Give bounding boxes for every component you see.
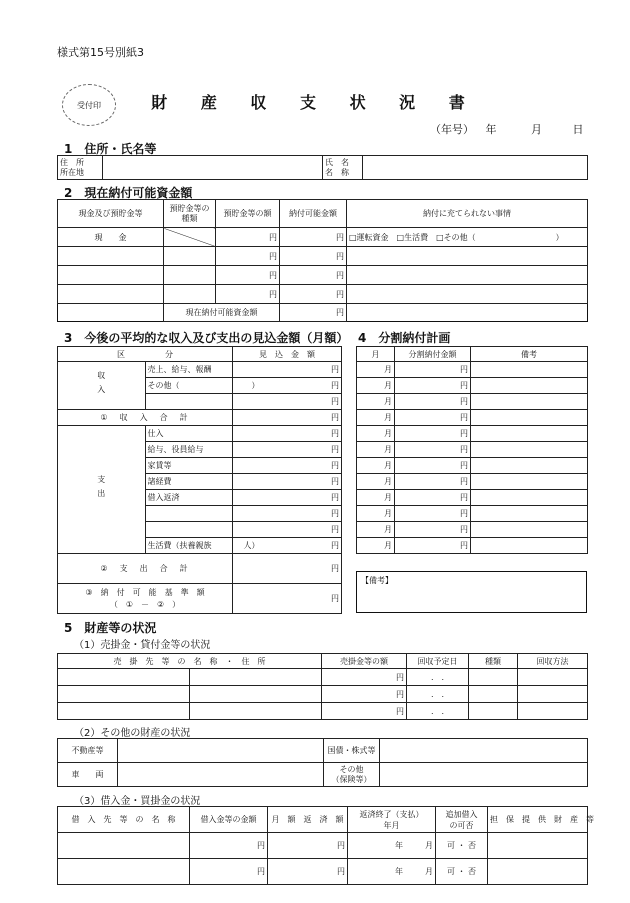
loan-cell[interactable] [58,859,190,885]
yen-unit[interactable]: 円 [190,859,268,885]
receivable-cell[interactable] [518,669,588,686]
month-label: 月 [531,123,542,136]
expense-total-label: ② 支 出 合 計 [58,554,233,584]
year-month[interactable]: 年 月 [348,859,436,885]
receivable-cell[interactable] [518,686,588,703]
plan-amount-cell[interactable]: 円 [395,394,471,410]
receivables-table [57,653,588,720]
income-total-label: ① 収 入 合 計 [58,410,233,426]
subsection-1-heading: （1）売掛金・貸付金等の状況 [74,640,211,651]
yen-unit[interactable]: 円 [233,442,342,458]
date-line [430,121,584,137]
plan-month-cell[interactable]: 月 [357,474,395,490]
cash-kind-diagonal [164,228,216,247]
plan-remarks-cell[interactable] [471,410,588,426]
plan-month-cell[interactable]: 月 [357,458,395,474]
section-4-heading: 4 分割納付計画 [358,331,451,345]
subsection-3-heading: （3）借入金・買掛金の状況 [74,796,201,807]
date-dots[interactable]: . . [407,669,469,686]
plan-remarks-cell[interactable] [471,426,588,442]
receivable-cell[interactable] [469,703,518,720]
plan-remarks-cell[interactable] [471,378,588,394]
receivable-header-name: 売 掛 先 等 の 名 称 ・ 住 所 [58,654,322,669]
receivable-cell[interactable] [58,686,190,703]
expense-item: 諸経費 [145,474,233,490]
yen-unit[interactable]: 円 [233,410,342,426]
plan-amount-cell[interactable]: 円 [395,490,471,506]
reason-checkboxes[interactable]: □運転資金 □生活費 □その他（ ） [347,228,588,247]
plan-month-cell[interactable]: 月 [357,394,395,410]
funds-cell[interactable] [58,247,164,266]
address-label: 住 所 所在地 [58,156,103,180]
section-1-heading: 1 住所・氏名等 [64,142,157,156]
subsection-2-heading: （2）その他の財産の状況 [74,728,191,739]
plan-header-month: 月 [357,347,395,362]
receivable-header-amount: 売掛金等の額 [322,654,407,669]
plan-month-cell[interactable]: 月 [357,506,395,522]
plan-header-amount: 分割納付金額 [395,347,471,362]
other-assets-table [57,738,588,787]
kahi-choice[interactable]: 可 ・ 否 [436,859,488,885]
yen-unit[interactable]: 円 [322,686,407,703]
receivable-cell[interactable] [469,686,518,703]
real-estate-label: 不動産等 [58,739,118,763]
receivable-cell[interactable] [58,703,190,720]
loan-header-end: 返済終了（支払） 年月 [348,807,436,833]
funds-cell[interactable] [347,285,588,304]
plan-amount-cell[interactable]: 円 [395,426,471,442]
expense-item[interactable] [145,506,233,522]
reception-stamp: 受付印 [62,84,116,126]
plan-amount-cell[interactable]: 円 [395,362,471,378]
address-table [57,155,588,180]
section-5-heading: 5 財産等の状況 [64,621,157,635]
era-label: （年号） [430,123,474,136]
yen-unit[interactable]: 円 [233,426,342,442]
plan-remarks-cell[interactable] [471,394,588,410]
yen-unit[interactable]: 円 [233,522,342,538]
receivable-cell[interactable] [58,669,190,686]
expense-item: 給与、役員給与 [145,442,233,458]
securities-label: 国債・株式等 [324,739,380,763]
loans-table [57,806,594,885]
plan-amount-cell[interactable]: 円 [395,442,471,458]
plan-header-remarks: 備考 [471,347,588,362]
real-estate-field[interactable] [118,739,324,763]
receivable-header-kind: 種類 [469,654,518,669]
income-item[interactable] [145,394,233,410]
year-month[interactable]: 年 月 [348,833,436,859]
plan-remarks-cell[interactable] [471,362,588,378]
remarks-box[interactable] [356,571,587,613]
income-item: 売上、給与、報酬 [145,362,233,378]
expense-label: 支出 [58,426,146,554]
yen-unit[interactable]: 円 [280,266,347,285]
name-field[interactable] [363,156,588,180]
year-label: 年 [485,123,497,136]
plan-month-cell[interactable]: 月 [357,522,395,538]
yen-unit[interactable]: 円 [233,458,342,474]
plan-remarks-cell[interactable] [471,538,588,554]
yen-unit[interactable]: 円 [233,394,342,410]
name-label: 氏 名 名 称 [323,156,363,180]
expense-item: 家賃等 [145,458,233,474]
yen-unit[interactable]: 円 [216,285,280,304]
funds-cell[interactable] [58,285,164,304]
yen-unit[interactable]: 円 [233,554,342,584]
yen-unit[interactable]: 円 [233,490,342,506]
yen-unit[interactable]: 円 [233,474,342,490]
receivable-header-method: 回収方法 [518,654,588,669]
funds-cell[interactable] [58,266,164,285]
loan-header-monthly: 月 額 返 済 額 [268,807,348,833]
securities-field[interactable] [380,739,588,763]
kahi-choice[interactable]: 可 ・ 否 [436,833,488,859]
plan-amount-cell[interactable]: 円 [395,458,471,474]
loan-cell[interactable] [58,833,190,859]
plan-amount-cell[interactable]: 円 [395,410,471,426]
funds-cell[interactable] [347,247,588,266]
plan-remarks-cell[interactable] [471,506,588,522]
funds-header-kind: 預貯金等の種類 [164,200,216,228]
funds-header-type: 現金及び預貯金等 [58,200,164,228]
yen-unit[interactable]: 円 [190,833,268,859]
plan-month-cell[interactable]: 月 [357,378,395,394]
plan-amount-cell[interactable]: 円 [395,538,471,554]
receivable-cell[interactable] [190,669,322,686]
receivable-cell[interactable] [190,686,322,703]
funds-cell[interactable] [164,247,216,266]
yen-unit[interactable]: 円 [233,362,342,378]
income-expense-table [57,346,342,614]
yen-unit[interactable]: 円 [280,247,347,266]
section-3-heading: 3 今後の平均的な収入及び支出の見込金額（月額） [64,331,349,345]
vehicle-label: 車 両 [58,763,118,787]
funds-header-amount: 預貯金等の額 [216,200,280,228]
cash-label: 現 金 [58,228,164,247]
expense-item[interactable] [145,522,233,538]
kubun-header: 区 分 [58,347,233,362]
document-title: 財 産 収 支 状 況 書 [151,93,479,112]
yen-unit[interactable]: 円 [216,228,280,247]
form-number: 様式第15号別紙3 [57,46,144,59]
plan-remarks-cell[interactable] [471,458,588,474]
yen-unit[interactable]: 円 [280,304,347,322]
plan-remarks-cell[interactable] [471,442,588,458]
plan-amount-cell[interactable]: 円 [395,506,471,522]
yen-unit[interactable]: 円 [322,703,407,720]
expense-item: 仕入 [145,426,233,442]
yen-unit[interactable]: 円 [233,378,342,394]
plan-month-cell[interactable]: 月 [357,490,395,506]
section-2-heading: 2 現在納付可能資金額 [64,186,193,200]
date-dots[interactable]: . . [407,686,469,703]
payable-base-label: ③ 納 付 可 能 基 準 額 （ ① － ② ） [58,584,233,614]
plan-month-cell[interactable]: 月 [357,410,395,426]
income-label: 収入 [58,362,146,410]
funds-header-reason: 納付に充てられない事情 [347,200,588,228]
plan-remarks-cell[interactable] [471,490,588,506]
plan-month-cell[interactable]: 月 [357,442,395,458]
yen-unit[interactable]: 円 [322,669,407,686]
loan-header-name: 借 入 先 等 の 名 称 [58,807,190,833]
yen-unit[interactable]: 円 [233,584,342,614]
yen-unit[interactable]: 円 [280,228,347,247]
funds-cell[interactable] [164,285,216,304]
income-item[interactable]: その他（ ） [145,378,233,394]
yen-unit[interactable]: 円 [280,285,347,304]
total-payable-label: 現在納付可能資金額 [164,304,280,322]
receivable-cell[interactable] [469,669,518,686]
plan-remarks-cell[interactable] [471,474,588,490]
loan-header-collateral: 担 保 提 供 財 産 等 [488,807,588,833]
loan-header-additional: 追加借入 の可否 [436,807,488,833]
other-insurance-field[interactable] [380,763,588,787]
yen-unit[interactable]: 円 [216,247,280,266]
yen-unit[interactable]: 円 [233,506,342,522]
receivable-cell[interactable] [190,703,322,720]
plan-amount-cell[interactable]: 円 [395,378,471,394]
address-field[interactable] [103,156,323,180]
yen-unit[interactable]: 円 [268,833,348,859]
loan-cell[interactable] [488,833,588,859]
yen-unit[interactable]: 円 [216,266,280,285]
plan-month-cell[interactable]: 月 [357,538,395,554]
loan-cell[interactable] [488,859,588,885]
remarks-label: 【備考】 [361,576,393,585]
receivable-header-date: 回収予定日 [407,654,469,669]
yen-unit[interactable]: 円 [233,538,342,554]
day-label: 日 [572,123,584,136]
installment-plan-table [356,346,588,554]
vehicle-field[interactable] [118,763,324,787]
funds-table [57,199,588,322]
expense-item: 借入返済 [145,490,233,506]
date-dots[interactable]: . . [407,703,469,720]
funds-cell[interactable] [347,266,588,285]
funds-cell[interactable] [164,266,216,285]
plan-amount-cell[interactable]: 円 [395,474,471,490]
funds-header-payable: 納付可能金額 [280,200,347,228]
expense-item[interactable]: 生活費（扶養親族 人） [145,538,233,554]
plan-month-cell[interactable]: 月 [357,426,395,442]
yen-unit[interactable]: 円 [268,859,348,885]
amount-header: 見 込 金 額 [233,347,342,362]
plan-month-cell[interactable]: 月 [357,362,395,378]
plan-amount-cell[interactable]: 円 [395,522,471,538]
receivable-cell[interactable] [518,703,588,720]
loan-header-amount: 借入金等の金額 [190,807,268,833]
plan-remarks-cell[interactable] [471,522,588,538]
other-insurance-label: その他 （保険等） [324,763,380,787]
